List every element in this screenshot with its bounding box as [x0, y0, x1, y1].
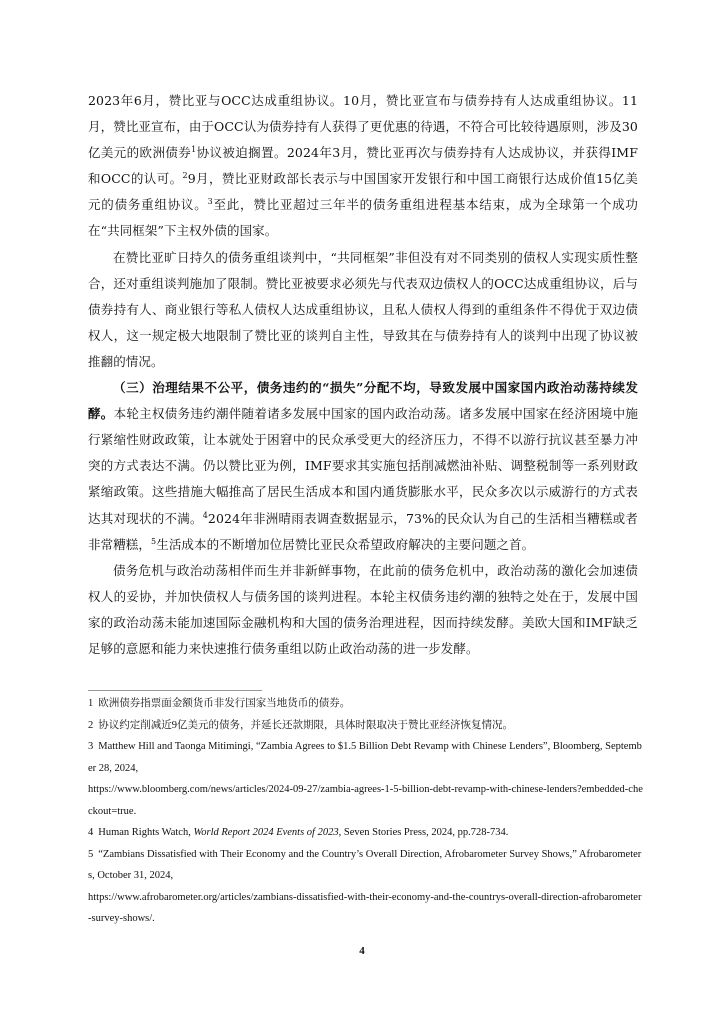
- text-run: 协议被迫搁置。2024年3月，赞比亚再次与债券持有人达成协议，并获得IMF和OCC的认可。: [88, 145, 638, 187]
- paragraph-political-unrest: 债务危机与政治动荡相伴而生并非新鲜事物，在此前的债务危机中，政治动荡的激化会加速债权人的妥协，并加快债权人与债务国的谈判进程。本轮主权债务违约潮的独特之处在于，发展中国家的政治动荡未能加速国际金融机构和大国的债务治理进程，因而持续发酵。美欧大国和IMF缺乏足够的意愿和能力来快速推行债务重组以防止政治动荡的进一步发酵。: [88, 562, 638, 656]
- paragraph-common-framework: 在赞比亚旷日持久的债务重组谈判中，“共同框架”非但没有对不同类别的债权人实现实质性整合，还对重组谈判施加了限制。赞比亚被要求必须先与代表双边债权人的OCC达成重组协议，后与债券持有人、商业银行等私人债权人达成重组协议，且私人债权人得到的重组条件不得优于双边债权人，这一规定极大地限制了赞比亚的谈判自主性，导致其在与债券持有人的谈判中出现了协议被推翻的情况。: [88, 249, 638, 369]
- text-run: 9月，赞比亚财政部长表示与中国国家开发银行和中国工商银行达成价值15亿美元的债务重组协议。: [88, 171, 638, 213]
- footnote-ref-3[interactable]: 3: [207, 197, 213, 207]
- footnote-text: 协议约定削减近9亿美元的债务，并延长还款期限，具体时限取决于赞比亚经济恢复情况。: [98, 719, 513, 731]
- footnote-1: [88, 693, 644, 715]
- footnote-book-title: World Report 2024 Events of 2023: [193, 827, 339, 838]
- page-number: 4: [359, 945, 365, 957]
- footnote-ref-2[interactable]: 2: [182, 171, 188, 181]
- footnote-text: 欧洲债券指票面金额货币非发行国家当地货币的债券。: [98, 698, 351, 709]
- footnote-divider: [88, 690, 262, 691]
- paragraph-zambia-timeline: [88, 88, 638, 245]
- footnote-5: [88, 844, 644, 887]
- footnotes-section: [88, 693, 644, 930]
- footnote-3: [88, 736, 644, 779]
- text-run: 2023年6月，赞比亚与OCC达成重组协议。10月，赞比亚宣布与债券持有人达成重组协议。11月，赞比亚宣布，由于OCC认为债券持有人获得了更优惠的待遇，不符合可比较待遇原则，涉及30亿美元的欧洲债券: [88, 93, 638, 161]
- text-run: 2024年非洲晴雨表调查数据显示，73%的民众认为自己的生活相当糟糕或者非常糟糕，: [88, 510, 638, 552]
- footnote-ref-4[interactable]: 4: [202, 510, 208, 520]
- footnote-text: , Seven Stories Press, 2024, pp.728-734.: [338, 827, 509, 838]
- text-run: 本轮主权债务违约潮伴随着诸多发展中国家的国内政治动荡。诸多发展中国家在经济困境中施行紧缩性财政政策，让本就处于困窘中的民众承受更大的经济压力，不得不以游行抗议甚至暴力冲突的方式表达不满。仍以赞比亚为例，IMF要求其实施包括削减燃油补贴、调整税制等一系列财政紧缩政策。这些措施大幅推高了居民生活成本和国内通货膨胀水平，民众多次以示威游行的方式表达其对现状的不满。: [88, 406, 638, 526]
- paragraph-governance-outcome: [88, 375, 638, 558]
- footnote-2: [88, 715, 644, 737]
- footnote-number: 4: [88, 827, 94, 838]
- footnote-number: 3: [88, 741, 94, 752]
- footnote-number: 5: [88, 848, 94, 860]
- footnote-text: “Zambians Dissatisfied with Their Economy and the Country’s Overall Direction, Afrobarometer Survey Shows,” Afrobarometers, October 31, 2024,: [88, 848, 642, 881]
- footnote-ref-1[interactable]: 1: [191, 145, 197, 155]
- footnote-4: [88, 822, 644, 844]
- footnote-text: Matthew Hill and Taonga Mitimingi, “Zambia Agrees to $1.5 Billion Debt Revamp with Chinese Lenders”, Bloomberg, September 28, 2024,: [88, 741, 642, 774]
- footnote-ref-5[interactable]: 5: [151, 536, 157, 546]
- footnote-5-url[interactable]: https://www.afrobarometer.org/articles/zambians-dissatisfied-with-their-economy-and-the-countrys-overall-direction-afrobarometer-survey-shows/.: [88, 891, 642, 924]
- footnote-number: 2: [88, 719, 94, 731]
- footnote-text: Human Rights Watch,: [98, 827, 194, 838]
- text-run: 至此，赞比亚超过三年半的债务重组进程基本结束，成为全球第一个成功在“共同框架”下主权外债的国家。: [88, 197, 638, 239]
- footnote-number: 1: [88, 698, 94, 709]
- section-heading: （三）治理结果不公平，债务违约的“损失”分配不均，导致发展中国家国内政治动荡持续发酵。: [88, 380, 638, 422]
- text-run: 生活成本的不断增加位居赞比亚民众希望政府解决的主要问题之首。: [156, 536, 535, 552]
- document-body: [88, 88, 638, 662]
- footnote-3-url[interactable]: https://www.bloomberg.com/news/articles/2024-09-27/zambia-agrees-1-5-billion-debt-revamp-with-chinese-lenders?embedded-checkout=true.: [88, 784, 643, 817]
